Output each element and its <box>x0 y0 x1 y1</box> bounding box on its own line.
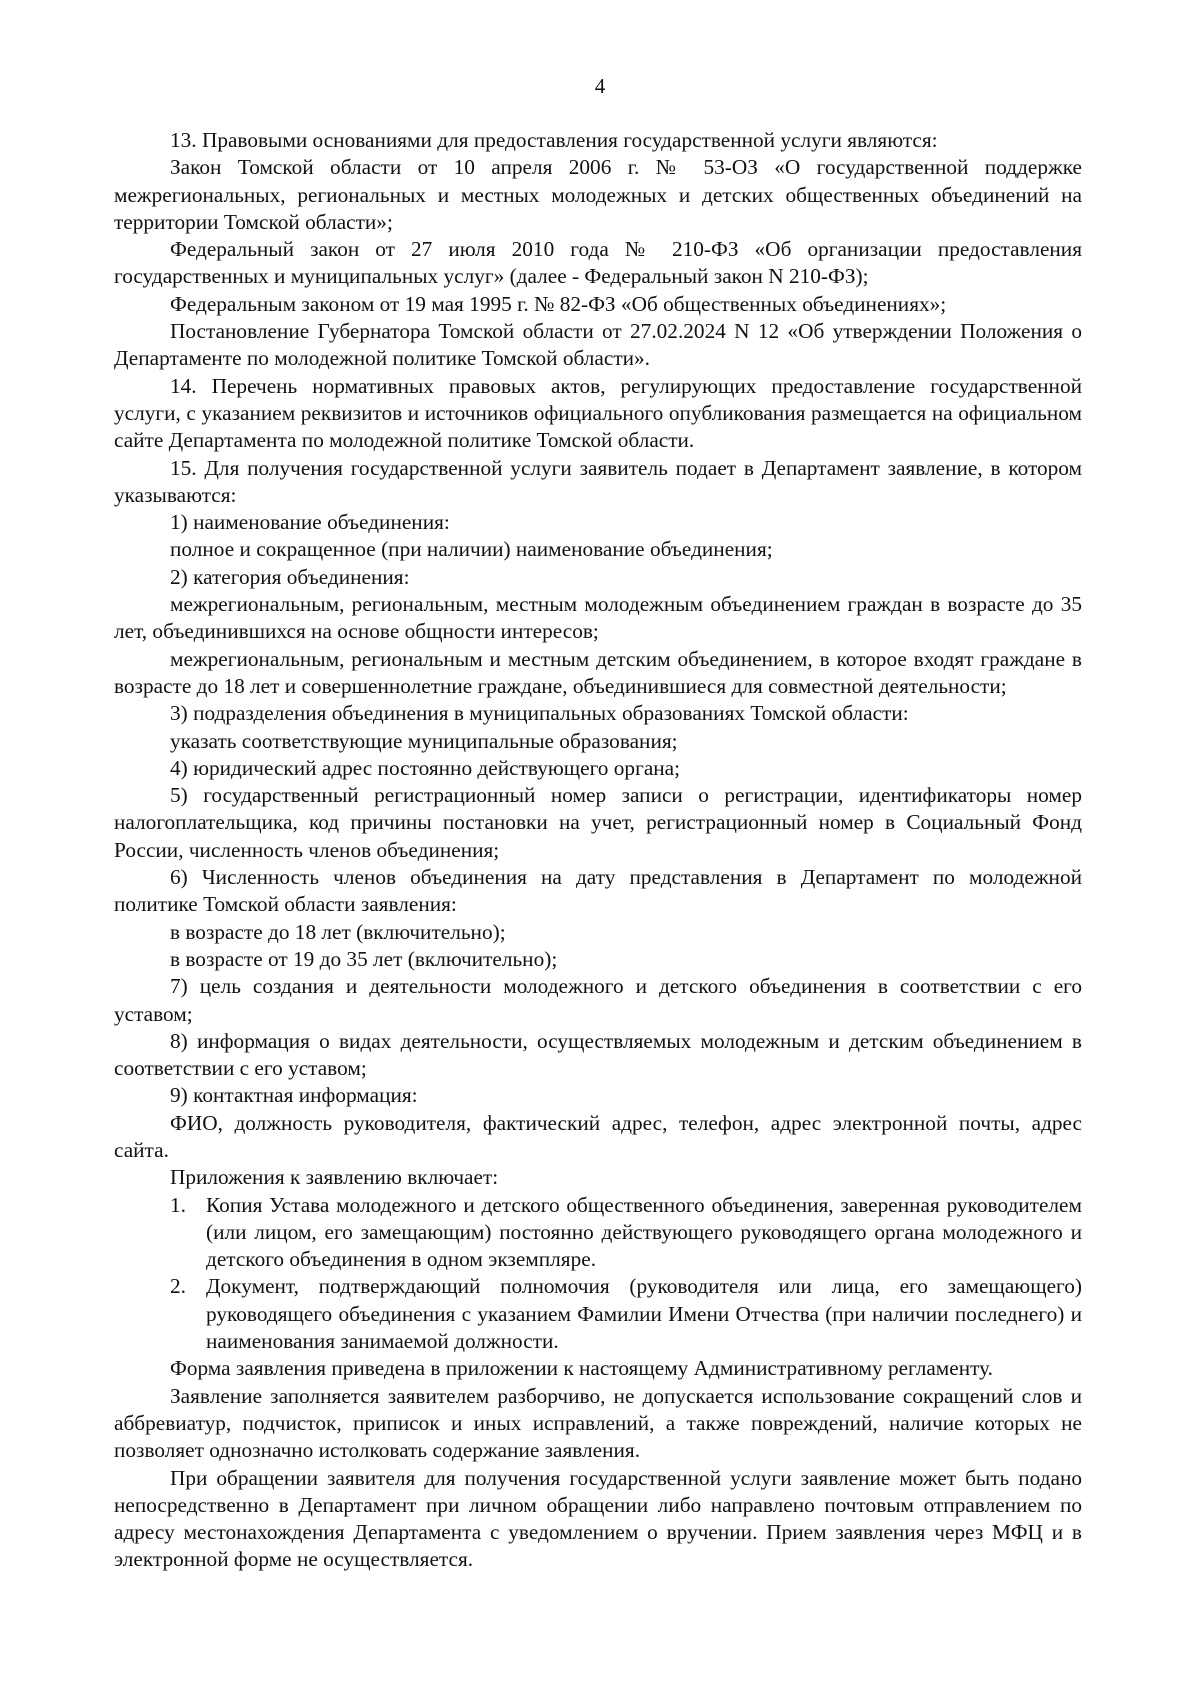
document-body <box>114 127 1082 1574</box>
attachment-item <box>114 1273 1082 1355</box>
attachments-list <box>114 1192 1082 1356</box>
item-1-title: 1) наименование объединения: <box>170 510 450 535</box>
item-2-youth: межрегиональным, региональным, местным молодежным объединением граждан в возрасте до 35 лет, объединившихся на основе общности интересов; <box>114 592 1082 644</box>
paragraph-law-tomsk: Закон Томской области от 10 апреля 2006 г. № 53-ОЗ «О государственной поддержке межрегиональных, региональных и местных молодежных и детских общественных объединений на территории Томской области»; <box>114 155 1082 234</box>
item-7: 7) цель создания и деятельности молодежного и детского объединения в соответствии с его уставом; <box>114 974 1082 1026</box>
attachment-text: Копия Устава молодежного и детского общественного объединения, заверенная руководителем (или лицом, его замещающим) постоянно действующего руководящего органа молодежного и детского объединения в одном экземпляре. <box>206 1192 1082 1272</box>
item-1-text: полное и сокращенное (при наличии) наименование объединения; <box>170 537 773 562</box>
item-6-19-35: в возрасте от 19 до 35 лет (включительно); <box>170 946 558 971</box>
paragraph-federal-law-82: Федеральным законом от 19 мая 1995 г. № 82-ФЗ «Об общественных объединениях»; <box>170 291 947 316</box>
attachment-text: Документ, подтверждающий полномочия (руководителя или лица, его замещающего) руководящего объединения с указанием Фамилии Имени Отчества (при наличии последнего) и наименования занимаемой должности. <box>206 1274 1082 1354</box>
submission-rules: При обращении заявителя для получения государственной услуги заявление может быть подано непосредственно в Департамент при личном обращении либо направлено почтовым отправлением по адресу местонахождения Департамента с уведомлением о вручении. Прием заявления через МФЦ и в электронной форме не осуществляется. <box>114 1465 1082 1572</box>
item-6-title: 6) Численность членов объединения на дату представления в Департамент по молодежной политике Томской области заявления: <box>114 865 1082 917</box>
item-4: 4) юридический адрес постоянно действующего органа; <box>170 755 681 780</box>
item-2-children: межрегиональным, региональным и местным детским объединением, в которое входят граждане в возрасте до 18 лет и совершеннолетние граждане, объединившиеся для совместной деятельности; <box>114 646 1082 698</box>
attachment-item <box>114 1192 1082 1274</box>
item-9-text: ФИО, должность руководителя, фактический адрес, телефон, адрес электронной почты, адрес сайта. <box>114 1110 1082 1162</box>
attachment-number: 2. <box>170 1274 186 1299</box>
page-number: 4 <box>594 74 606 98</box>
paragraph-15: 15. Для получения государственной услуги заявитель подает в Департамент заявление, в котором указываются: <box>114 455 1082 507</box>
attachment-number: 1. <box>170 1192 186 1217</box>
item-8: 8) информация о видах деятельности, осуществляемых молодежным и детским объединением в соответствии с его уставом; <box>114 1028 1082 1081</box>
filling-rules: Заявление заполняется заявителем разборчиво, не допускается использование сокращений слов и аббревиатур, подчисток, приписок и иных исправлений, а также повреждений, наличие которых не позволяет однозначно истолковать содержание заявления. <box>114 1383 1082 1463</box>
item-6-under-18: в возрасте до 18 лет (включительно); <box>170 919 506 944</box>
item-2-title: 2) категория объединения: <box>170 564 410 589</box>
form-note: Форма заявления приведена в приложении к настоящему Административному регламенту. <box>170 1356 993 1381</box>
item-3-text: указать соответствующие муниципальные образования; <box>170 728 678 753</box>
paragraph-13-header: 13. Правовыми основаниями для предоставления государственной услуги являются: <box>170 128 938 152</box>
paragraph-federal-law-210: Федеральный закон от 27 июля 2010 года № 210-ФЗ «Об организации предоставления государственных и муниципальных услуг» (далее - Федеральный закон N 210-ФЗ); <box>114 237 1082 289</box>
item-9-title: 9) контактная информация: <box>170 1083 418 1108</box>
item-5: 5) государственный регистрационный номер записи о регистрации, идентификаторы номер налогоплательщика, код причины постановки на учет, регистрационный номер в Социальный Фонд России, численность членов объединения; <box>114 783 1082 862</box>
paragraph-14: 14. Перечень нормативных правовых актов, регулирующих предоставление государственной услуги, с указанием реквизитов и источников официального опубликования размещается на официальном сайте Департамента по молодежной политике Томской области. <box>114 373 1082 453</box>
paragraph-governor-decree: Постановление Губернатора Томской области от 27.02.2024 N 12 «Об утверждении Положения о Департаменте по молодежной политике Томской области». <box>114 319 1082 371</box>
item-3-title: 3) подразделения объединения в муниципальных образованиях Томской области: <box>170 701 909 726</box>
attachments-title: Приложения к заявлению включает: <box>170 1165 499 1190</box>
